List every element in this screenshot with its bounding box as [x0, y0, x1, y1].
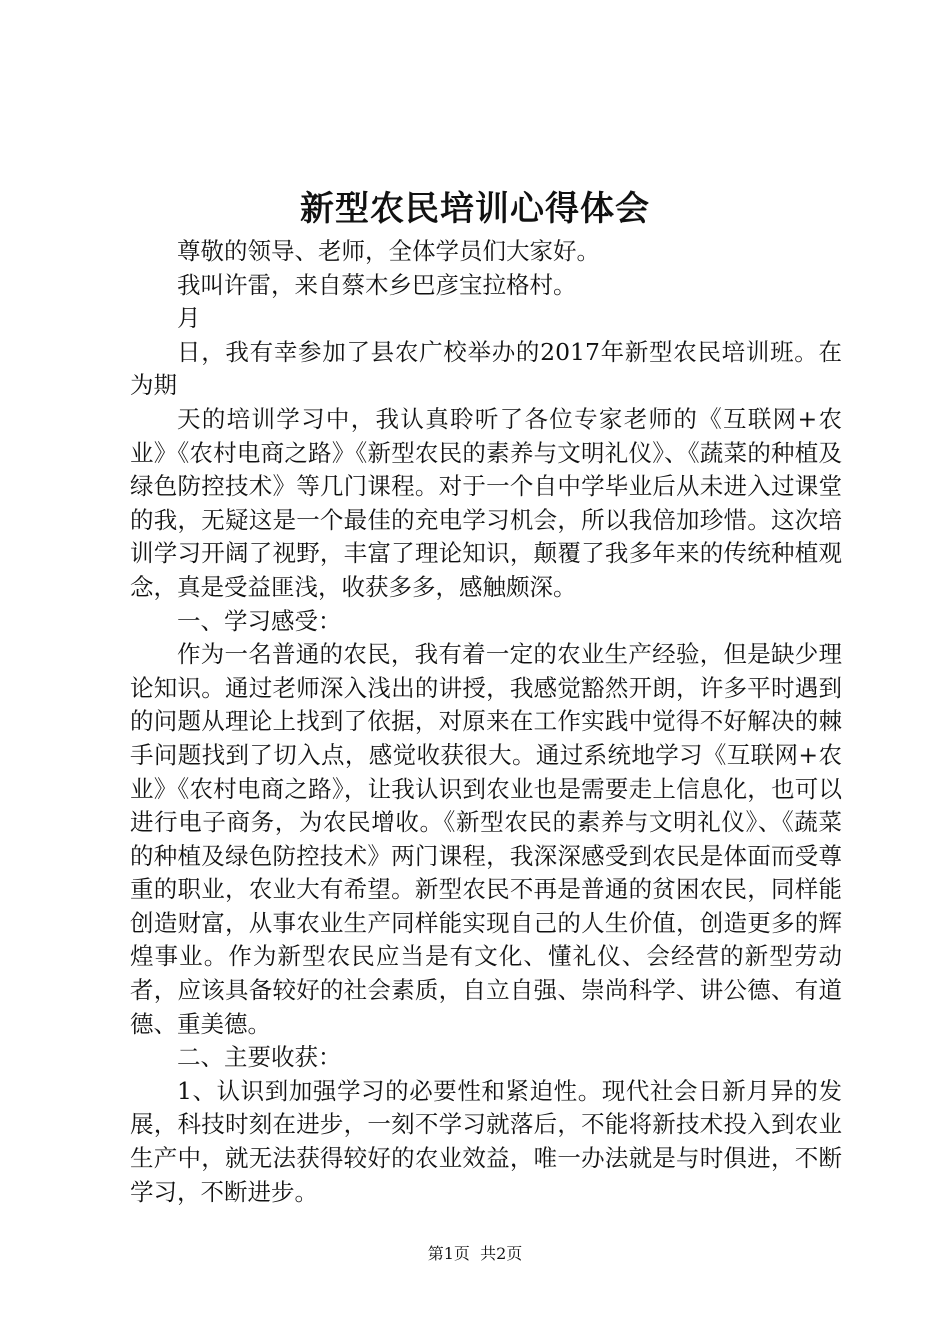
paragraph-gain-1: 1、认识到加强学习的必要性和紧迫性。现代社会日新月异的发展，科技时刻在进步，一刻不学习就落后，不能将新技术投入到农业生产中，就无法获得较好的农业效益，唯一办法就是与时俱进，不断学习，不断进步。: [130, 1076, 842, 1206]
paragraph-introduction: 我叫许雷，来自蔡木乡巴彦宝拉格村。: [177, 270, 577, 299]
page-number: 第1页 共2页: [427, 1244, 523, 1263]
paragraph-greeting: 尊敬的领导、老师，全体学员们大家好。: [177, 237, 600, 265]
paragraph-training-courses: 天的培训学习中，我认真聆听了各位专家老师的《互联网+农业》《农村电商之路》《新型农民的素养与文明礼仪》、《蔬菜的种植及绿色防控技术》等几门课程。对于一个自中学毕业后从未进入过课堂的我，无疑这是一个最佳的充电学习机会，所以我倍加珍惜。这次培训学习开阔了视野，丰富了理论知识，颠覆了我多年来的传统种植观念，真是受益匪浅，收获多多，感触颇深。: [130, 404, 842, 601]
paragraph-learning-feelings: 作为一名普通的农民，我有着一定的农业生产经验，但是缺少理论知识。通过老师深入浅出的讲授，我感觉豁然开朗，许多平时遇到的问题从理论上找到了依据，对原来在工作实践中觉得不好解决的棘手问题找到了切入点，感觉收获很大。通过系统地学习《互联网+农业》《农村电商之路》，让我认识到农业也是需要走上信息化，也可以进行电子商务，为农民增收。《新型农民的素养与文明礼仪》、《蔬菜的种植及绿色防控技术》两门课程，我深深感受到农民是体面而受尊重的职业，农业大有希望。新型农民不再是普通的贫困农民，同样能创造财富，从事农业生产同样能实现自己的人生价值，创造更多的辉煌事业。作为新型农民应当是有文化、懂礼仪、会经营的新型劳动者，应该具备较好的社会素质，自立自强、崇尚科学、讲公德、有道德、重美德。: [130, 640, 842, 1038]
section-heading-main-gains: 二、主要收获：: [177, 1043, 342, 1072]
document-title: 新型农民培训心得体会: [300, 189, 650, 229]
page-footer: [0, 1242, 950, 1266]
paragraph-training-date: 日，我有幸参加了县农广校举办的2017年新型农民培训班。在为期: [130, 337, 842, 400]
paragraph-month: 月: [177, 304, 201, 333]
document-body: [130, 235, 842, 1209]
section-heading-learning-feelings: 一、学习感受：: [177, 606, 342, 635]
